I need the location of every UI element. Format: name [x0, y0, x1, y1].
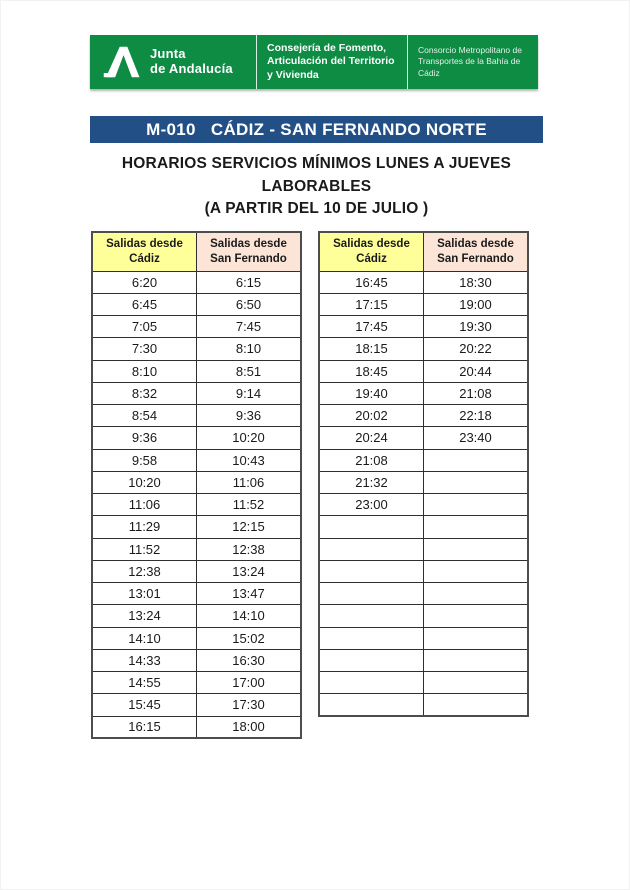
- time-cell: 20:02: [319, 405, 424, 427]
- time-cell: 16:45: [319, 271, 424, 293]
- time-cell: 11:52: [197, 494, 302, 516]
- time-cell: 22:18: [424, 405, 529, 427]
- time-cell: 16:15: [92, 716, 197, 738]
- time-cell: 23:40: [424, 427, 529, 449]
- time-cell: 14:33: [92, 649, 197, 671]
- time-cell: 8:10: [92, 360, 197, 382]
- time-cell: 18:30: [424, 271, 529, 293]
- time-cell: [319, 627, 424, 649]
- agency-name-line2: de Andalucía: [150, 61, 233, 76]
- table-row: [92, 382, 301, 404]
- time-cell: 17:45: [319, 316, 424, 338]
- time-cell: 6:45: [92, 293, 197, 315]
- time-cell: 21:08: [424, 382, 529, 404]
- schedule-subtitle: [90, 153, 543, 221]
- header-salidas-cadiz: [92, 232, 197, 271]
- table-row: [92, 471, 301, 493]
- department-name: [257, 42, 407, 83]
- time-cell: 8:10: [197, 338, 302, 360]
- table-row: [319, 471, 528, 493]
- table-row: [319, 583, 528, 605]
- header-salidas-sanfernando-line2: San Fernando: [437, 252, 514, 265]
- table-row: [319, 316, 528, 338]
- time-cell: 17:00: [197, 672, 302, 694]
- department-line3: y Vivienda: [267, 68, 319, 81]
- time-cell: 19:40: [319, 382, 424, 404]
- time-cell: [424, 627, 529, 649]
- time-cell: 18:00: [197, 716, 302, 738]
- time-cell: 7:30: [92, 338, 197, 360]
- time-cell: [424, 449, 529, 471]
- table-row: [92, 716, 301, 738]
- time-cell: 19:00: [424, 293, 529, 315]
- time-cell: 16:30: [197, 649, 302, 671]
- consortium-line2: Transportes de la Bahía de: [418, 56, 521, 67]
- time-cell: 21:08: [319, 449, 424, 471]
- table-row: [319, 694, 528, 716]
- header-salidas-sanfernando: [197, 232, 302, 271]
- time-cell: [424, 583, 529, 605]
- time-cell: 13:01: [92, 583, 197, 605]
- table-row: [319, 427, 528, 449]
- consortium-line1: Consorcio Metropolitano de: [418, 44, 522, 55]
- time-cell: 6:15: [197, 271, 302, 293]
- table-row: [92, 560, 301, 582]
- header-salidas-sanfernando-line1: Salidas desde: [210, 237, 287, 250]
- agency-name: [144, 47, 256, 77]
- time-cell: [319, 583, 424, 605]
- table-row: [92, 271, 301, 293]
- time-cell: [424, 494, 529, 516]
- time-cell: 9:36: [92, 427, 197, 449]
- header-salidas-cadiz-line2: Cádiz: [129, 252, 160, 265]
- time-cell: [319, 694, 424, 716]
- time-cell: 21:32: [319, 471, 424, 493]
- time-cell: 15:45: [92, 694, 197, 716]
- table-row: [92, 672, 301, 694]
- header-salidas-cadiz-line2: Cádiz: [356, 252, 387, 265]
- time-cell: [319, 605, 424, 627]
- time-cell: 17:30: [197, 694, 302, 716]
- agency-name-line1: Junta: [150, 46, 186, 62]
- table-row: [319, 271, 528, 293]
- time-cell: 10:43: [197, 449, 302, 471]
- time-cell: 9:14: [197, 382, 302, 404]
- time-cell: 9:58: [92, 449, 197, 471]
- time-cell: [424, 694, 529, 716]
- table-row: [319, 360, 528, 382]
- time-cell: 11:29: [92, 516, 197, 538]
- institutional-banner: [90, 35, 538, 89]
- subtitle-line2: LABORABLES: [261, 177, 372, 195]
- department-line2: Articulación del Territorio: [267, 55, 395, 68]
- table-row: [319, 560, 528, 582]
- time-cell: 13:24: [197, 560, 302, 582]
- time-cell: [424, 672, 529, 694]
- table-row: [92, 293, 301, 315]
- table-row: [319, 627, 528, 649]
- time-cell: 6:50: [197, 293, 302, 315]
- junta-andalucia-logo-icon: [100, 42, 144, 82]
- time-cell: 12:15: [197, 516, 302, 538]
- table-row: [92, 694, 301, 716]
- table-row: [92, 338, 301, 360]
- table-row: [319, 293, 528, 315]
- table-row: [92, 583, 301, 605]
- time-cell: [424, 471, 529, 493]
- header-salidas-cadiz-line1: Salidas desde: [333, 237, 410, 250]
- table-row: [92, 516, 301, 538]
- consortium-name: [408, 45, 528, 79]
- table-row: [92, 494, 301, 516]
- table-row: [319, 338, 528, 360]
- time-cell: 13:24: [92, 605, 197, 627]
- table-row: [319, 605, 528, 627]
- time-cell: 14:10: [197, 605, 302, 627]
- header-salidas-sanfernando-line2: San Fernando: [210, 252, 287, 265]
- table-row: [92, 405, 301, 427]
- header-row: [319, 232, 528, 271]
- table-row: [92, 605, 301, 627]
- time-cell: 18:45: [319, 360, 424, 382]
- time-cell: 11:06: [92, 494, 197, 516]
- time-cell: 13:47: [197, 583, 302, 605]
- time-cell: 20:24: [319, 427, 424, 449]
- route-title-bar: M-010 CÁDIZ - SAN FERNANDO NORTE: [90, 116, 543, 143]
- header-salidas-cadiz-line1: Salidas desde: [106, 237, 183, 250]
- table-row: [92, 538, 301, 560]
- table-row: [92, 427, 301, 449]
- table-row: [319, 382, 528, 404]
- time-cell: 17:15: [319, 293, 424, 315]
- subtitle-line1: HORARIOS SERVICIOS MÍNIMOS LUNES A JUEVES: [121, 155, 512, 172]
- header-salidas-cadiz: [319, 232, 424, 271]
- time-cell: 18:15: [319, 338, 424, 360]
- table-row: [92, 316, 301, 338]
- time-cell: [319, 672, 424, 694]
- timetable-left: [91, 231, 302, 739]
- time-cell: 10:20: [92, 471, 197, 493]
- table-row: [319, 494, 528, 516]
- time-cell: 20:44: [424, 360, 529, 382]
- time-cell: 11:06: [197, 471, 302, 493]
- time-cell: 12:38: [92, 560, 197, 582]
- table-row: [319, 516, 528, 538]
- time-cell: [319, 649, 424, 671]
- time-cell: 7:05: [92, 316, 197, 338]
- table-row: [319, 538, 528, 560]
- time-cell: 11:52: [92, 538, 197, 560]
- table-row: [92, 360, 301, 382]
- time-cell: 8:32: [92, 382, 197, 404]
- time-cell: 9:36: [197, 405, 302, 427]
- table-row: [92, 449, 301, 471]
- table-row: [319, 405, 528, 427]
- time-cell: 19:30: [424, 316, 529, 338]
- table-row: [319, 449, 528, 471]
- time-cell: [319, 560, 424, 582]
- time-cell: 7:45: [197, 316, 302, 338]
- table-row: [319, 672, 528, 694]
- table-row: [319, 649, 528, 671]
- header-row: [92, 232, 301, 271]
- consortium-line3: Cádiz: [418, 67, 440, 78]
- time-cell: [424, 516, 529, 538]
- table-row: [92, 649, 301, 671]
- time-cell: 12:38: [197, 538, 302, 560]
- time-cell: 14:10: [92, 627, 197, 649]
- table-row: [92, 627, 301, 649]
- time-cell: [424, 560, 529, 582]
- time-cell: [424, 538, 529, 560]
- time-cell: [319, 538, 424, 560]
- time-cell: 10:20: [197, 427, 302, 449]
- time-cell: [424, 649, 529, 671]
- time-cell: 8:54: [92, 405, 197, 427]
- subtitle-line3: (A PARTIR DEL 10 DE JULIO ): [204, 200, 429, 217]
- time-cell: 15:02: [197, 627, 302, 649]
- time-cell: 8:51: [197, 360, 302, 382]
- time-cell: 23:00: [319, 494, 424, 516]
- time-cell: 6:20: [92, 271, 197, 293]
- time-cell: [424, 605, 529, 627]
- timetable-right: [318, 231, 529, 717]
- time-cell: [319, 516, 424, 538]
- header-salidas-sanfernando: [424, 232, 529, 271]
- department-line1: Consejería de Fomento,: [267, 41, 387, 54]
- time-cell: 20:22: [424, 338, 529, 360]
- header-salidas-sanfernando-line1: Salidas desde: [437, 237, 514, 250]
- time-cell: 14:55: [92, 672, 197, 694]
